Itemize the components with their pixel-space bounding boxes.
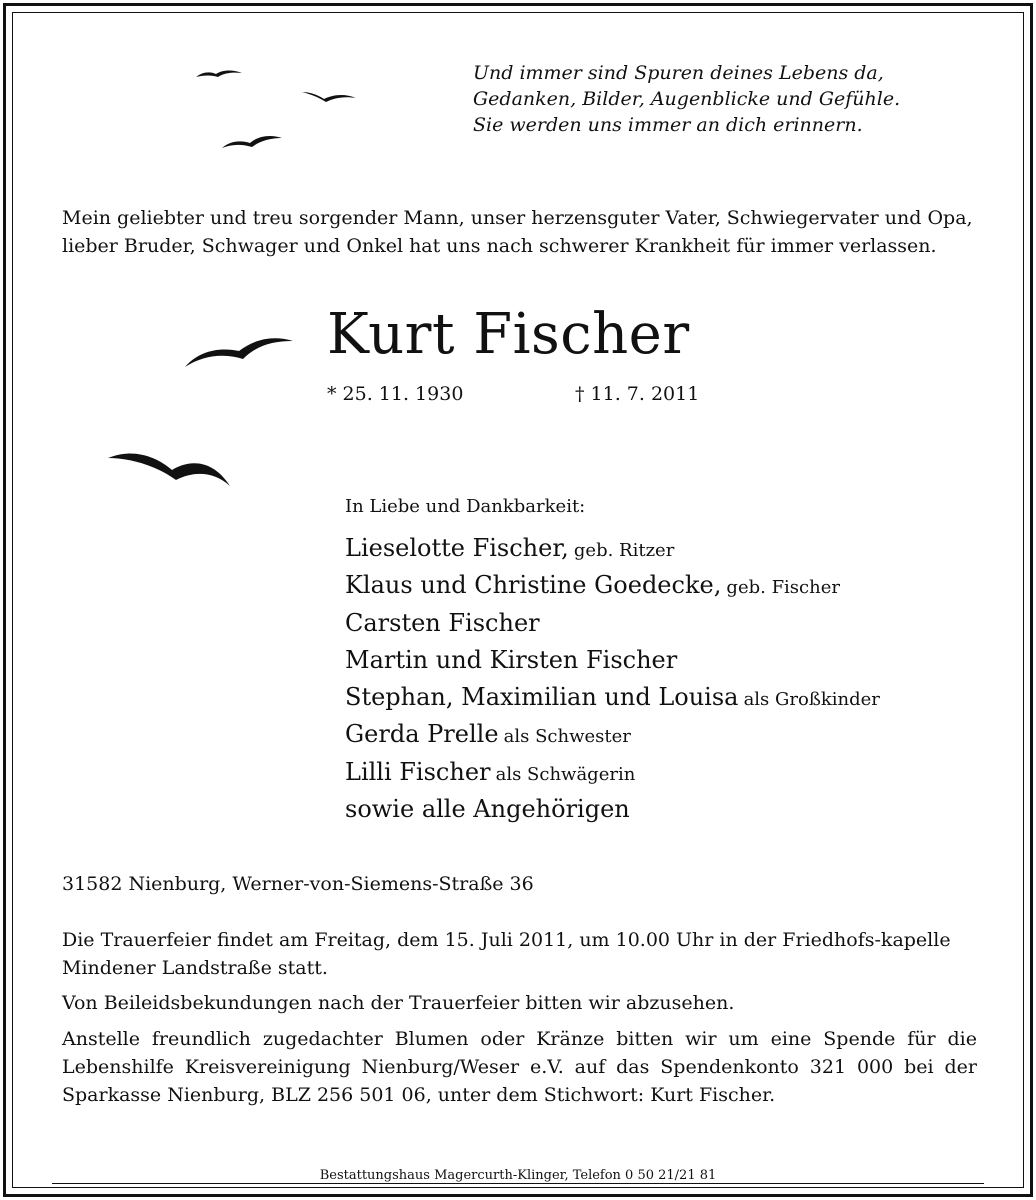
- mourner-item: [345, 530, 880, 567]
- mourner-item: [345, 642, 880, 679]
- intro-text: Mein geliebter und treu sorgender Mann, unser herzensguter Vater, Schwiegervater und Opa, lieber Bruder, Schwager und Onkel hat uns nach schwerer Krankheit für immer verlassen.: [62, 207, 973, 257]
- mourner-item: [345, 791, 880, 828]
- motto-line: Sie werden uns immer an dich erinnern.: [473, 114, 863, 136]
- mourner-relation: geb. Ritzer: [573, 540, 675, 561]
- mourner-relation: geb. Fischer: [726, 577, 840, 599]
- bird-icon: [108, 448, 230, 488]
- funeral-info: Die Trauerfeier findet am Freitag, dem 15. Juli 2011, um 10.00 Uhr in der Friedhofs-kapelle Mindener Landstraße statt.: [62, 929, 951, 979]
- donation-note: Anstelle freundlich zugedachter Blumen oder Kränze bitten wir um eine Spende für die Lebenshilfe Kreisvereinigung Nienburg/Weser e.V. auf das Spendenkonto 321 000 bei der Sparkasse Nienburg, BLZ 256 501 06, unter dem Stichwort: Kurt Fischer.: [62, 1028, 977, 1106]
- mourner-name: Gerda Prelle: [345, 720, 499, 749]
- motto-line: Gedanken, Bilder, Augenblicke und Gefühle.: [473, 88, 901, 110]
- mourners-list: [345, 530, 880, 828]
- bird-icon: [302, 88, 356, 104]
- mourner-name: Carsten Fischer: [345, 608, 540, 637]
- bird-icon: [196, 68, 242, 82]
- mourner-name: Stephan, Maximilian und Louisa: [345, 683, 739, 712]
- motto-line: Und immer sind Spuren deines Lebens da,: [473, 62, 884, 84]
- mourner-item: [345, 679, 880, 716]
- birth-date: * 25. 11. 1930: [327, 383, 464, 405]
- motto-poem: [473, 60, 993, 138]
- mourner-relation: als Schwester: [503, 726, 631, 748]
- address: 31582 Nienburg, Werner-von-Siemens-Straße 36: [62, 873, 534, 895]
- funeral-home-footer: Bestattungshaus Magercurth-Klinger, Telefon 0 50 21/21 81: [317, 1168, 720, 1183]
- condolence-note: Von Beileidsbekundungen nach der Trauerfeier bitten wir abzusehen.: [62, 992, 735, 1014]
- mourner-name: Lilli Fischer: [345, 757, 491, 786]
- mourner-item: [345, 716, 880, 753]
- mourner-item: [345, 605, 880, 642]
- mourner-item: [345, 754, 880, 791]
- mourner-item: [345, 567, 880, 604]
- deceased-name: Kurt Fischer: [327, 302, 690, 367]
- mourner-name: Lieselotte Fischer,: [345, 534, 569, 562]
- mourner-name: Martin und Kirsten Fischer: [345, 645, 678, 674]
- bird-icon: [222, 132, 282, 152]
- footer-rule: [52, 1183, 984, 1184]
- mourner-name: sowie alle Angehörigen: [345, 795, 630, 824]
- bird-icon: [185, 333, 293, 369]
- death-date: † 11. 7. 2011: [575, 383, 700, 405]
- mourner-relation: als Schwägerin: [495, 763, 636, 785]
- mourner-name: Klaus und Christine Goedecke,: [345, 571, 722, 600]
- dedication-line: In Liebe und Dankbarkeit:: [345, 496, 586, 517]
- mourner-relation: als Großkinder: [743, 689, 880, 711]
